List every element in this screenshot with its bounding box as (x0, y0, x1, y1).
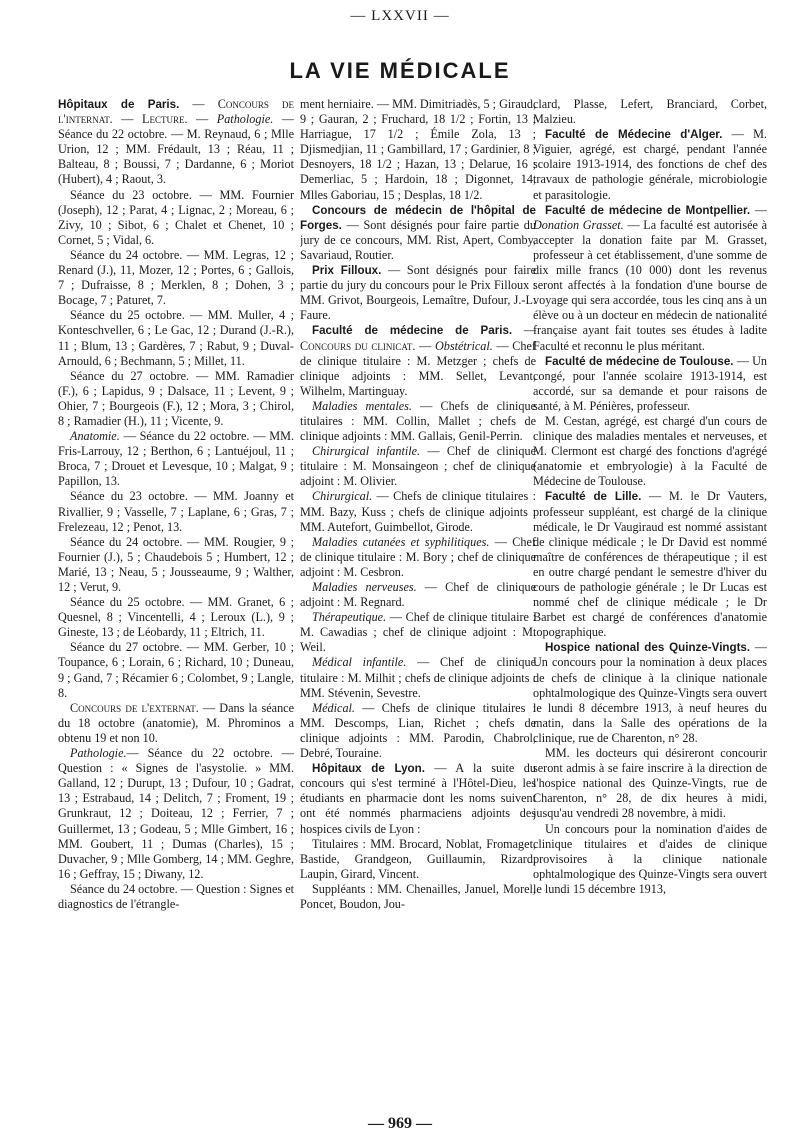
paragraph (533, 127, 767, 202)
paragraph (300, 655, 536, 700)
roman-page-number: — LXXVII — (350, 8, 450, 24)
text: — Un congé, pour l'année scolaire 1913-1914, est accordé, sur sa demande et pour raisons de santé, à M. Pénières, professeur. (533, 353, 767, 413)
paragraph: Séance du 25 octobre. — MM. Muller, 4 ; Konteschveller, 6 ; Le Gac, 12 ; Durand (J.-R.), 11 ; Blum, 13 ; Gardères, 7 ; Rabut, 9 ; Duval-Arnould, 6 ; Bechmann, 5 ; Millet, 11. (58, 308, 294, 368)
text: — La faculté est autorisée à accepter la donation faite par M. Grasset, professeur à cet établissement, d'une somme de dix mille francs (10 000) dont les revenus seront affectés à la fondation d'une bourse de voyage qui sera accordée, tous les cinq ans à un élève ou à un docteur en médecin de nationalité française ayant fait toutes ses études à ladite Faculté et reconnu le plus méritant. (533, 217, 767, 353)
paragraph (300, 761, 536, 836)
italic-heading: Médical infantile. (312, 655, 407, 670)
section-heading: Concours de médecin de l'hôpital de Forges. (300, 203, 536, 232)
paragraph: Suppléants : MM. Chenailles, Januel, Morel, Poncet, Boudon, Jou- (300, 881, 536, 911)
italic-heading: Thérapeutique. (312, 610, 387, 625)
italic-heading: Maladies mentales. (312, 398, 412, 413)
paragraph: Séance du 24 octobre. — Question : Signes et diagnostics de l'étrangle- (58, 881, 294, 911)
paragraph (58, 429, 294, 489)
paragraph (58, 701, 294, 746)
paragraph (533, 489, 767, 640)
paragraph (300, 580, 536, 610)
section-heading: Faculté de Lille. (545, 490, 642, 504)
paragraph (58, 746, 294, 882)
paragraph: Séance du 27 octobre. — MM. Gerber, 10 ; Toupance, 6 ; Lorain, 6 ; Richard, 10 ; Duneau, 9 ; Gand, 7 ; Récamier 6 ; Colombet, 9 ; Langle, 8. (58, 640, 294, 700)
text: — (112, 112, 142, 127)
paragraph (300, 203, 536, 263)
text: — Chefs de clinique titulaires : MM. Bazy, Kuss ; chefs de clinique adjoints : MM. Autefort, Guimbellot, Girode. (300, 489, 536, 534)
paragraph: Titulaires : MM. Brocard, Noblat, Fromaget, Bastide, Grandgeon, Guillaumin, Rizard, Laupin, Girard, Vincent. (300, 836, 536, 881)
italic-heading: Anatomie. (70, 429, 120, 444)
section-heading: Hospice national des Quinze-Vingts. (545, 641, 751, 655)
text: — Sont désignés pour faire partie du jury du concours pour le Prix Filloux : MM. Grivot, Bourgeois, Lemaître, Dufour, J.-L. Faure. (300, 263, 536, 323)
italic-heading: Maladies cutanées et syphilitiques. (312, 534, 490, 549)
subheading: Concours de l'internat. (58, 97, 294, 127)
text: — M. Viguier, agrégé, est chargé, pendant l'année scolaire 1913-1914, des fonctions de chef des travaux de pathologie générale, microbiologie et parasitologie. (533, 127, 767, 202)
text: — Séance du 22 octobre. — Question : « Signes de l'asystolie. » MM. Galland, 12 ; Durupt, 13 ; Dufour, 10 ; Gadrat, 13 ; Estrabaud, 14 ; Delitch, 7 ; Froment, 19 ; Grunkraut, 12 ; Doiteau, 12 ; Ferrier, 7 ; Guillermet, 13 ; Godeau, 5 ; Mlle Gimbert, 16 ; MM. Goubert, 11 ; Dumas (Charles), 15 ; Duvacher, 9 ; Mlle Gomberg, 14 ; MM. Geghre, 16 ; Geffray, 15 ; Diwany, 12. (58, 746, 294, 881)
paragraph (533, 203, 767, 354)
text: — Chef de clinique adjoint : M. Regnard. (300, 580, 536, 610)
section-heading: Hôpitaux de Lyon. (312, 762, 425, 776)
paragraph (533, 354, 767, 414)
section-heading: Prix Filloux. (312, 264, 382, 278)
paragraph: MM. les docteurs qui désireront concourir seront admis à se faire inscrire à la direction de l'hospice national des Quinze-Vingts, rue de Charenton, n° 28, de dix heures à midi, jusqu'au vendredi 28 novembre, à midi. (533, 746, 767, 821)
text: — Chefs de clinique titulaires : MM. Collin, Mallet ; chefs de clinique adjoints : MM. Gallais, Genil-Perrin. (300, 398, 536, 444)
text: — Chef de clinique titulaire : M. Cawadias ; chef de clinique adjoint : M. Weil. (300, 610, 536, 655)
italic-heading: Maladies nerveuses. (312, 580, 417, 594)
text: — Séance du 22 octobre. — MM. Fris-Larrouy, 12 ; Berthon, 6 ; Lantuéjoul, 11 ; Broca, 7 ; Drouet et Levesque, 10 ; Malgat, 9 ; Papillon, 13. (58, 429, 294, 489)
column-3 (533, 97, 767, 1097)
italic-heading: Obstétrical. (434, 338, 493, 353)
paragraph (300, 263, 536, 323)
paragraph (300, 399, 536, 444)
italic-heading: Chirurgical infantile. (312, 444, 421, 459)
text: — (179, 97, 218, 111)
italic-heading: Pathologie. (216, 112, 274, 127)
paragraph (300, 535, 536, 580)
text: — (415, 338, 435, 353)
paragraph (300, 610, 536, 655)
paragraph: Séance du 24 octobre. — MM. Legras, 12 ; Renard (J.), 11, Mozer, 12 ; Portes, 6 ; Gallois, 7 ; Dufraisse, 8 ; Merklen, 8 ; Dohen, 3 ; Bocage, 7 ; Paturet, 7. (58, 247, 294, 308)
subheading: Lecture. (142, 112, 188, 127)
text: — A la suite du concours qui s'est terminé à l'Hôtel-Dieu, les étudiants en pharmacie dont les noms suivent ont été nommés pharmaciens adjoints des hospices civils de Lyon : (300, 761, 536, 836)
paragraph: clard, Plasse, Lefert, Branciard, Corbet, Malzieu. (533, 97, 767, 127)
section-heading: Faculté de médecine de Montpellier. (545, 203, 751, 217)
text: — Un concours pour la nomination à deux places de chefs de clinique à la clinique nationale ophtalmologique des Quinze-Vingts sera ouvert le lundi 8 décembre 1913, à neuf heures du matin, dans la Salle des opérations de la clinique, rue de Charenton, n° 28. (533, 640, 767, 745)
italic-heading: Chirurgical. (312, 489, 373, 504)
column-1 (58, 97, 294, 1097)
section-heading: Faculté de médecine de Toulouse. (545, 354, 734, 368)
text: — Chefs de clinique titulaires : MM. Descomps, Lian, Richet ; chefs de clinique adjoints : MM. Parodin, Chabrol, Debré, Touraine. (300, 700, 536, 761)
paragraph: Séance du 25 octobre. — MM. Granet, 6 ; Quesnel, 8 ; Vincentelli, 4 ; Leroux (L.), 9 ; Gineste, 13 ; de Léobardy, 11 ; Eltrich, 11. (58, 595, 294, 640)
section-heading: Faculté de Médecine d'Alger. (545, 128, 723, 142)
section-heading: Faculté de médecine de Paris. (312, 324, 513, 338)
text: — Sont désignés pour faire partie du jury de ce concours, MM. Rist, Apert, Comby, Savariaud, Routier. (300, 217, 536, 262)
subheading: Concours du clinicat. (300, 338, 416, 353)
text: — Chef de clinique titulaire : M. Monsaingeon ; chef de clinique adjoint : M. Olivier. (300, 444, 536, 489)
text: — Chef de clinique titulaire : M. Milhit ; chefs de clinique adjoints : MM. Stévenin, Sevestre. (300, 655, 536, 700)
text: — Chef de clinique titulaire : M. Bory ; chef de clinique adjoint : M. Cesbron. (300, 534, 536, 579)
text: — (187, 112, 217, 127)
paragraph: ment herniaire. — MM. Dimitriadès, 5 ; Giraud, 9 ; Gauran, 2 ; Fruchard, 18 1/2 ; Fortin, 13 ; Harriague, 17 1/2 ; Émile Zola, 13 ; Djismedjian, 11 ; Gambillard, 17 ; Gardinier, 8 ; Desnoyers, 18 1/2 ; Hazan, 13 ; Delarue, 16 ; Demerliac, 5 ; Hardoin, 18 ; Digonnet, 14, Mlles Gaboriau, 15 ; Desplas, 18 1/2. (300, 97, 536, 202)
text: — (750, 202, 767, 217)
paragraph: M. Cestan, agrégé, est chargé d'un cours de clinique des maladies mentales et nerveuses, et M. Clermont est chargé des fonctions d'agrégé (anatomie et embryologie) à la Faculté de Médecine de Toulouse. (533, 413, 767, 489)
paragraph: Séance du 27 octobre. — MM. Ramadier (F.), 6 ; Lapidus, 9 ; Dalsace, 11 ; Levent, 9 ; Ohier, 7 ; Bourgeois (F.), 12 ; Mora, 3 ; Chirol, 8 ; Ramadier (H.), 11 ; Vicente, 9. (58, 368, 294, 428)
section-heading: Hôpitaux de Paris. (58, 98, 180, 111)
paragraph (58, 97, 294, 188)
subheading: Concours de l'externat. (70, 700, 199, 715)
column-2 (300, 97, 536, 1097)
italic-heading: Donation Grasset. (533, 217, 624, 232)
italic-heading: Pathologie. (70, 746, 127, 761)
page-number: — 969 — (368, 1115, 432, 1132)
paragraph (300, 323, 536, 398)
paragraph (300, 489, 536, 534)
text: — Chef de clinique titulaire : M. Metzger ; chefs de clinique adjoints : MM. Sellet, Levant, Wilhelm, Martinguay. (300, 338, 536, 398)
italic-heading: Médical. (312, 700, 355, 715)
paragraph: Séance du 23 octobre. — MM. Fournier (Joseph), 12 ; Parat, 4 ; Lignac, 2 ; Moreau, 6 ; Zivy, 10 ; Sibot, 6 ; Chalet et Chenet, 10 ; Cornet, 5 ; Vidal, 6. (58, 187, 294, 247)
text: — Séance du 22 octobre. — M. Reynaud, 6 ; Mlle Urion, 12 ; MM. Frédault, 13 ; Réau, 11 ; Balteau, 8 ; Boussi, 7 ; Dardanne, 6 ; Moriot (Hubert), 4 ; Raout, 3. (58, 112, 294, 187)
page-title: LA VIE MÉDICALE (289, 58, 511, 83)
text: — Dans la séance du 18 octobre (anatomie), M. Phrominos a obtenu 19 et non 10. (58, 700, 294, 745)
paragraph (300, 444, 536, 489)
paragraph: Séance du 23 octobre. — MM. Joanny et Rivallier, 9 ; Vasselle, 7 ; Laplane, 6 ; Gras, 7 ; Frelezeau, 12 ; Penot, 13. (58, 489, 294, 534)
paragraph (533, 640, 767, 746)
paragraph: Séance du 24 octobre. — MM. Rougier, 9 ; Fournier (J.), 5 ; Chaudebois 5 ; Humbert, 12 ; Marié, 13 ; Neau, 5 ; Jousseaume, 9 ; Walther, 12 ; Verut, 9. (58, 534, 294, 594)
text: — (512, 323, 536, 338)
paragraph: Un concours pour la nomination d'aides de clinique titulaires et d'aides de clinique provisoires à la clinique nationale ophtalmologique des Quinze-Vingts sera ouvert le lundi 15 décembre 1913, (533, 821, 767, 896)
text: — M. le Dr Vauters, professeur suppléant, est chargé de la clinique médicale, le Dr Vaugiraud est nommé assistant de clinique médicale ; le Dr David est nommé maître de conférences de thérapeutique ; il est en outre chargé pendant le semestre d'hiver du cours de pathologie générale ; le Dr Lucas est nommé chef de clinique médicale ; le Dr Barbet est chargé de conférences d'anatomie topographique. (533, 489, 767, 640)
paragraph (300, 701, 536, 761)
